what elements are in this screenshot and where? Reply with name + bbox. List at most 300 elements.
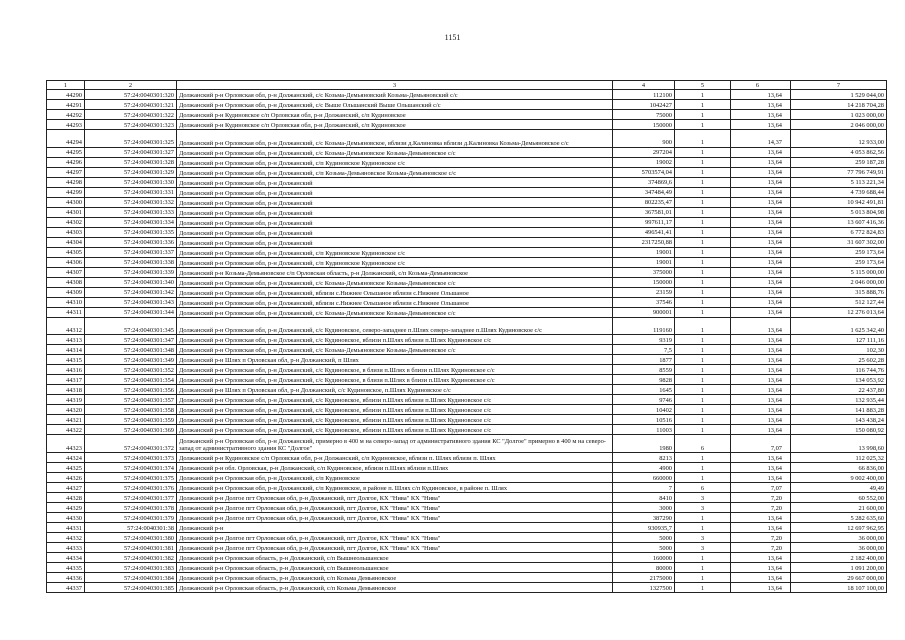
value-cell: 10 942 491,81	[791, 197, 887, 207]
cadastral-number-cell: 57:24:0040301:328	[85, 157, 177, 167]
table-row	[47, 167, 887, 177]
category-cell: 1	[675, 100, 731, 110]
value-cell: 259 187,28	[791, 157, 887, 167]
area-cell: 19002	[613, 157, 675, 167]
value-cell: 12 276 013,64	[791, 307, 887, 317]
area-cell: 37546	[613, 297, 675, 307]
rate-cell: 13,64	[731, 562, 791, 572]
value-cell: 13 998,60	[791, 435, 887, 453]
rate-cell: 13,64	[731, 120, 791, 130]
area-cell: 5703574,04	[613, 167, 675, 177]
table-row	[47, 130, 887, 148]
table-row	[47, 542, 887, 552]
address-cell: Должанский р-н Орловская область, р-н Должанский, с/п Козьма Демьяновское	[177, 572, 613, 582]
row-number-cell: 44299	[47, 187, 85, 197]
category-cell: 1	[675, 365, 731, 375]
address-cell: Должанский р-н Долгое пгт Орловская обл, р-н Должанский, пгт Долгое, КХ "Нива" КХ "Нива"	[177, 502, 613, 512]
value-cell: 12 697 962,95	[791, 522, 887, 532]
category-cell: 1	[675, 217, 731, 227]
address-cell: Должанский р-н Орловская обл, р-н Должанский, с/п Кудиновское Кудиновское с/с	[177, 257, 613, 267]
category-cell: 3	[675, 532, 731, 542]
area-cell: 1327500	[613, 582, 675, 592]
header-cell: 2	[85, 81, 177, 90]
category-cell: 1	[675, 355, 731, 365]
cadastral-number-cell: 57:24:0040301:356	[85, 385, 177, 395]
rate-cell: 13,64	[731, 197, 791, 207]
value-cell: 150 080,92	[791, 425, 887, 435]
row-number-cell: 44316	[47, 365, 85, 375]
value-cell: 36 000,00	[791, 542, 887, 552]
rate-cell: 13,64	[731, 522, 791, 532]
rate-cell: 13,64	[731, 462, 791, 472]
category-cell: 1	[675, 522, 731, 532]
area-cell: 900	[613, 130, 675, 148]
value-cell: 14 218 704,28	[791, 100, 887, 110]
rate-cell: 13,64	[731, 157, 791, 167]
area-cell: 297204	[613, 147, 675, 157]
area-cell: 8559	[613, 365, 675, 375]
rate-cell: 13,64	[731, 207, 791, 217]
rate-cell: 13,64	[731, 345, 791, 355]
table-row	[47, 297, 887, 307]
area-cell: 802235,47	[613, 197, 675, 207]
address-cell: Должанский р-н Орловская обл, р-н Должанский, с/с Кудиновское, вблизи п.Шлях вблизи п.Шлях Кудиновское с/с	[177, 405, 613, 415]
area-cell: 1042427	[613, 100, 675, 110]
area-cell: 374869,6	[613, 177, 675, 187]
row-number-cell: 44325	[47, 462, 85, 472]
address-cell: Должанский р-н Орловская обл, р-н Должанский, с/с Козьма-Демьяновское Козьма-Демьяновское с/с	[177, 277, 613, 287]
area-cell: 80000	[613, 562, 675, 572]
header-cell: 7	[791, 81, 887, 90]
category-cell: 1	[675, 120, 731, 130]
area-cell: 930935,7	[613, 522, 675, 532]
value-cell: 22 437,80	[791, 385, 887, 395]
address-cell: Должанский р-н Орловская обл, р-н Должанский, примерно в 400 м на северо-запад от административного здания КС "Долгое" примерно в 400 м на северо-запад от административного здания КС "Долгое"	[177, 435, 613, 453]
table-row	[47, 395, 887, 405]
area-cell: 10516	[613, 415, 675, 425]
category-cell: 1	[675, 187, 731, 197]
value-cell: 132 935,44	[791, 395, 887, 405]
category-cell: 1	[675, 110, 731, 120]
row-number-cell: 44311	[47, 307, 85, 317]
category-cell: 1	[675, 572, 731, 582]
area-cell: 900001	[613, 307, 675, 317]
rate-cell: 13,64	[731, 572, 791, 582]
category-cell: 1	[675, 167, 731, 177]
table-row	[47, 277, 887, 287]
cadastral-number-cell: 57:24:0040301:359	[85, 415, 177, 425]
area-cell: 3000	[613, 502, 675, 512]
table-row	[47, 335, 887, 345]
value-cell: 2 046 000,00	[791, 277, 887, 287]
category-cell: 1	[675, 317, 731, 335]
row-number-cell: 44331	[47, 522, 85, 532]
row-number-cell: 44308	[47, 277, 85, 287]
address-cell: Должанский р-н Шлях п Орловская обл, р-н Должанский, п Шлях	[177, 355, 613, 365]
table-row	[47, 90, 887, 100]
value-cell: 1 529 044,00	[791, 90, 887, 100]
rate-cell: 13,64	[731, 277, 791, 287]
area-cell: 5000	[613, 532, 675, 542]
address-cell: Должанский р-н Долгое пгт Орловская обл, р-н Должанский, пгт Долгое, КХ "Нива" КХ "Нива"	[177, 532, 613, 542]
area-cell: 7,5	[613, 345, 675, 355]
address-cell: Должанский р-н Орловская обл, р-н Должанский, с/с Козьма-Демьяновское Козьма-Демьяновское с/с	[177, 345, 613, 355]
table-row	[47, 345, 887, 355]
row-number-cell: 44326	[47, 472, 85, 482]
area-cell: 496541,41	[613, 227, 675, 237]
rate-cell: 13,64	[731, 287, 791, 297]
value-cell: 36 000,00	[791, 532, 887, 542]
address-cell: Должанский р-н Орловская обл, р-н Должанский, с/с Кудиновское, в близи п.Шлях в близи п.Шлях Кудиновское с/с	[177, 375, 613, 385]
cadastral-number-cell: 57:24:0040301:354	[85, 375, 177, 385]
table-row	[47, 355, 887, 365]
row-number-cell: 44335	[47, 562, 85, 572]
row-number-cell: 44310	[47, 297, 85, 307]
row-number-cell: 44320	[47, 405, 85, 415]
value-cell: 143 438,24	[791, 415, 887, 425]
category-cell: 1	[675, 415, 731, 425]
area-cell: 1877	[613, 355, 675, 365]
table-row	[47, 512, 887, 522]
cadastral-number-cell: 57:24:0040301:344	[85, 307, 177, 317]
cadastral-number-cell: 57:24:0040301:320	[85, 90, 177, 100]
category-cell: 1	[675, 345, 731, 355]
header-row	[47, 81, 887, 90]
area-cell: 4900	[613, 462, 675, 472]
row-number-cell: 44295	[47, 147, 85, 157]
area-cell: 5000	[613, 542, 675, 552]
address-cell: Должанский р-н Орловская обл, р-н Должанский, с/с Кудиновское, в близи п.Шлях в близи п.Шлях Кудиновское с/с	[177, 365, 613, 375]
cadastral-number-cell: 57:24:0040301:374	[85, 462, 177, 472]
rate-cell: 13,64	[731, 452, 791, 462]
value-cell: 5 115 000,00	[791, 267, 887, 277]
row-number-cell: 44291	[47, 100, 85, 110]
category-cell: 1	[675, 385, 731, 395]
address-cell: Должанский р-н Долгое пгт Орловская обл, р-н Должанский, пгт Долгое, КХ "Нива" КХ "Нива"	[177, 512, 613, 522]
area-cell: 150000	[613, 120, 675, 130]
category-cell: 1	[675, 395, 731, 405]
rate-cell: 13,64	[731, 167, 791, 177]
area-cell: 119160	[613, 317, 675, 335]
row-number-cell: 44328	[47, 492, 85, 502]
address-cell: Должанский р-н Орловская обл, р-н Должанский, с/с Козьма-Демьяновское Козьма-Демьяновское с/с	[177, 147, 613, 157]
address-cell: Должанский р-н Орловская обл, р-н Должанский, с/с Выше Ольшанский Выше Ольшанский с/с	[177, 100, 613, 110]
value-cell: 127 111,16	[791, 335, 887, 345]
rate-cell: 13,64	[731, 317, 791, 335]
page-number: 1151	[444, 33, 461, 42]
category-cell: 1	[675, 512, 731, 522]
address-cell: Должанский р-н Орловская обл, р-н Должанский, с/п Кудиновское Кудиновское с/с	[177, 247, 613, 257]
rate-cell: 13,64	[731, 227, 791, 237]
table-row	[47, 415, 887, 425]
address-cell: Должанский р-н Орловская обл, р-н Должанский	[177, 217, 613, 227]
cadastral-number-cell: 57:24:0040301:384	[85, 572, 177, 582]
row-number-cell: 44315	[47, 355, 85, 365]
rate-cell: 13,64	[731, 582, 791, 592]
cadastral-number-cell: 57:24:0040301:340	[85, 277, 177, 287]
cadastral-number-cell: 57:24:0040301:38	[85, 522, 177, 532]
value-cell: 12 933,00	[791, 130, 887, 148]
value-cell: 259 173,64	[791, 257, 887, 267]
row-number-cell: 44312	[47, 317, 85, 335]
address-cell: Должанский р-н Кудиновское с/п Орловская обл, р-н Должанский, с/п Кудиновское	[177, 120, 613, 130]
row-number-cell: 44293	[47, 120, 85, 130]
category-cell: 1	[675, 562, 731, 572]
address-cell: Должанский р-н Орловская обл, р-н Должанский, с/с Кудиновское, северо-западнее п.Шлях северо-западнее п.Шлях Кудиновское с/с	[177, 317, 613, 335]
cadastral-number-cell: 57:24:0040301:327	[85, 147, 177, 157]
row-number-cell: 44314	[47, 345, 85, 355]
category-cell: 1	[675, 375, 731, 385]
address-cell: Должанский р-н Шлях п Орловская обл, р-н Должанский, с/с Кудиновское, п.Шлях Кудиновское с/с	[177, 385, 613, 395]
category-cell: 1	[675, 452, 731, 462]
table-row	[47, 472, 887, 482]
address-cell: Должанский р-н Кудиновское с/п Орловская обл, р-н Должанский, с/п Кудиновское	[177, 110, 613, 120]
address-cell: Должанский р-н Орловская обл, р-н Должанский	[177, 187, 613, 197]
category-cell: 1	[675, 90, 731, 100]
area-cell: 150000	[613, 277, 675, 287]
row-number-cell: 44309	[47, 287, 85, 297]
row-number-cell: 44305	[47, 247, 85, 257]
category-cell: 1	[675, 237, 731, 247]
table-row	[47, 405, 887, 415]
row-number-cell: 44330	[47, 512, 85, 522]
value-cell: 60 552,00	[791, 492, 887, 502]
cadastral-number-cell: 57:24:0040301:376	[85, 482, 177, 492]
area-cell: 8410	[613, 492, 675, 502]
row-number-cell: 44304	[47, 237, 85, 247]
address-cell: Должанский р-н	[177, 522, 613, 532]
category-cell: 1	[675, 257, 731, 267]
header-cell: 1	[47, 81, 85, 90]
value-cell: 21 600,00	[791, 502, 887, 512]
category-cell: 1	[675, 147, 731, 157]
value-cell: 1 625 342,40	[791, 317, 887, 335]
category-cell: 3	[675, 542, 731, 552]
table-row	[47, 177, 887, 187]
cadastral-number-cell: 57:24:0040301:373	[85, 452, 177, 462]
rate-cell: 13,64	[731, 237, 791, 247]
table-row	[47, 375, 887, 385]
cadastral-number-cell: 57:24:0040301:339	[85, 267, 177, 277]
header-cell: 3	[177, 81, 613, 90]
address-cell: Должанский р-н Долгое пгт Орловская обл, р-н Должанский, пгт Долгое, КХ "Нива" КХ "Нива"	[177, 542, 613, 552]
header-cell: 6	[731, 81, 791, 90]
table-row	[47, 257, 887, 267]
category-cell: 1	[675, 247, 731, 257]
rate-cell: 13,64	[731, 257, 791, 267]
category-cell: 1	[675, 582, 731, 592]
row-number-cell: 44334	[47, 552, 85, 562]
category-cell: 6	[675, 435, 731, 453]
table-row	[47, 425, 887, 435]
address-cell: Должанский р-н Орловская обл, р-н Должанский	[177, 207, 613, 217]
area-cell: 9828	[613, 375, 675, 385]
table-body	[47, 81, 887, 593]
table-row	[47, 552, 887, 562]
value-cell: 134 053,92	[791, 375, 887, 385]
row-number-cell: 44297	[47, 167, 85, 177]
table-row	[47, 385, 887, 395]
area-cell: 660000	[613, 472, 675, 482]
address-cell: Должанский р-н Орловская обл, р-н Должанский, с/п Кудиновское Кудиновское с/с	[177, 157, 613, 167]
table-row	[47, 197, 887, 207]
row-number-cell: 44317	[47, 375, 85, 385]
address-cell: Должанский р-н Орловская обл, р-н Должанский	[177, 197, 613, 207]
header-cell: 5	[675, 81, 731, 90]
rate-cell: 13,64	[731, 355, 791, 365]
area-cell: 347484,49	[613, 187, 675, 197]
rate-cell: 7,07	[731, 435, 791, 453]
row-number-cell: 44298	[47, 177, 85, 187]
rate-cell: 13,64	[731, 335, 791, 345]
table-row	[47, 572, 887, 582]
value-cell: 4 739 688,44	[791, 187, 887, 197]
category-cell: 1	[675, 425, 731, 435]
value-cell: 512 127,44	[791, 297, 887, 307]
rate-cell: 7,20	[731, 492, 791, 502]
cadastral-number-cell: 57:24:0040301:338	[85, 257, 177, 267]
area-cell: 9746	[613, 395, 675, 405]
cadastral-table	[46, 80, 887, 593]
value-cell: 66 836,00	[791, 462, 887, 472]
address-cell: Должанский р-н Кудиновское с/п Орловская обл, р-н Должанский, с/п Кудиновское, вблизи п. Шлях вблизи п. Шлях	[177, 452, 613, 462]
value-cell: 29 667 000,00	[791, 572, 887, 582]
value-cell: 2 182 400,00	[791, 552, 887, 562]
area-cell: 9319	[613, 335, 675, 345]
address-cell: Должанский р-н Орловская область, р-н Должанский, с/п Вышнеольшанское	[177, 552, 613, 562]
rate-cell: 13,64	[731, 217, 791, 227]
area-cell: 387290	[613, 512, 675, 522]
table-row	[47, 522, 887, 532]
cadastral-number-cell: 57:24:0040301:325	[85, 130, 177, 148]
row-number-cell: 44303	[47, 227, 85, 237]
address-cell: Должанский р-н Орловская область, р-н Должанский, с/п Вышнеольшанское	[177, 562, 613, 572]
cadastral-number-cell: 57:24:0040301:336	[85, 237, 177, 247]
area-cell: 1980	[613, 435, 675, 453]
table-row	[47, 462, 887, 472]
table-row	[47, 482, 887, 492]
category-cell: 1	[675, 297, 731, 307]
row-number-cell: 44300	[47, 197, 85, 207]
table-row	[47, 502, 887, 512]
value-cell: 102,30	[791, 345, 887, 355]
value-cell: 77 796 749,91	[791, 167, 887, 177]
area-cell: 375000	[613, 267, 675, 277]
table-row	[47, 217, 887, 227]
area-cell: 367581,01	[613, 207, 675, 217]
table-row	[47, 452, 887, 462]
cadastral-number-cell: 57:24:0040301:332	[85, 197, 177, 207]
value-cell: 25 602,28	[791, 355, 887, 365]
address-cell: Должанский р-н Орловская обл, р-н Должанский, с/с Козьма-Демьяновское, вблизи д.Калиновка вблизи д.Калиновка Козьма-Демьяновское с/с	[177, 130, 613, 148]
category-cell: 1	[675, 552, 731, 562]
area-cell: 2175000	[613, 572, 675, 582]
cadastral-number-cell: 57:24:0040301:382	[85, 552, 177, 562]
address-cell: Должанский р-н Орловская обл, р-н Должанский, с/с Кудиновское, вблизи п.Шлях вблизи п.Шлях Кудиновское с/с	[177, 395, 613, 405]
area-cell: 160000	[613, 552, 675, 562]
row-number-cell: 44324	[47, 452, 85, 462]
category-cell: 1	[675, 287, 731, 297]
cadastral-number-cell: 57:24:0040301:378	[85, 502, 177, 512]
category-cell: 1	[675, 177, 731, 187]
area-cell: 19001	[613, 257, 675, 267]
rate-cell: 13,64	[731, 472, 791, 482]
cadastral-number-cell: 57:24:0040301:383	[85, 562, 177, 572]
row-number-cell: 44322	[47, 425, 85, 435]
rate-cell: 13,64	[731, 415, 791, 425]
category-cell: 1	[675, 472, 731, 482]
cadastral-number-cell: 57:24:0040301:357	[85, 395, 177, 405]
cadastral-number-cell: 57:24:0040301:322	[85, 110, 177, 120]
table-row	[47, 207, 887, 217]
table-row	[47, 100, 887, 110]
rate-cell: 13,64	[731, 365, 791, 375]
table-row	[47, 187, 887, 197]
area-cell: 2317250,88	[613, 237, 675, 247]
value-cell: 18 107 100,00	[791, 582, 887, 592]
row-number-cell: 44332	[47, 532, 85, 542]
cadastral-number-cell: 57:24:0040301:348	[85, 345, 177, 355]
table-row	[47, 492, 887, 502]
table-row	[47, 267, 887, 277]
table-row	[47, 227, 887, 237]
rate-cell: 13,64	[731, 297, 791, 307]
cadastral-number-cell: 57:24:0040301:323	[85, 120, 177, 130]
cadastral-number-cell: 57:24:0040301:335	[85, 227, 177, 237]
header-cell: 4	[613, 81, 675, 90]
address-cell: Должанский р-н Орловская обл, р-н Должанский	[177, 237, 613, 247]
table-row	[47, 562, 887, 572]
category-cell: 1	[675, 157, 731, 167]
rate-cell: 7,20	[731, 502, 791, 512]
value-cell: 259 173,64	[791, 247, 887, 257]
table-row	[47, 532, 887, 542]
cadastral-number-cell: 57:24:0040301:321	[85, 100, 177, 110]
area-cell: 7	[613, 482, 675, 492]
address-cell: Должанский р-н Орловская обл, р-н Должанский	[177, 227, 613, 237]
category-cell: 1	[675, 207, 731, 217]
table-row	[47, 287, 887, 297]
cadastral-number-cell: 57:24:0040301:330	[85, 177, 177, 187]
value-cell: 31 607 302,00	[791, 237, 887, 247]
rate-cell: 13,64	[731, 100, 791, 110]
row-number-cell: 44313	[47, 335, 85, 345]
address-cell: Должанский р-н Орловская обл, р-н Должанский, с/с Кудиновское, вблизи п.Шлях вблизи п.Шлях Кудиновское с/с	[177, 335, 613, 345]
row-number-cell: 44318	[47, 385, 85, 395]
cadastral-number-cell: 57:24:0040301:347	[85, 335, 177, 345]
row-number-cell: 44329	[47, 502, 85, 512]
address-cell: Должанский р-н Орловская обл, р-н Должанский, вблизи с.Нижнее Ольшаное вблизи с.Нижнее Ольшаное	[177, 287, 613, 297]
address-cell: Должанский р-н Орловская обл, р-н Должанский, с/п Козьма-Демьяновское Козьма-Демьяновское с/с	[177, 167, 613, 177]
row-number-cell: 44336	[47, 572, 85, 582]
address-cell: Должанский р-н Долгое пгт Орловская обл, р-н Должанский, пгт Долгое, КХ "Нива" КХ "Нива"	[177, 492, 613, 502]
category-cell: 1	[675, 307, 731, 317]
rate-cell: 7,07	[731, 482, 791, 492]
value-cell: 13 607 416,36	[791, 217, 887, 227]
rate-cell: 13,64	[731, 375, 791, 385]
cadastral-number-cell: 57:24:0040301:331	[85, 187, 177, 197]
table-row	[47, 147, 887, 157]
cadastral-number-cell: 57:24:0040301:381	[85, 542, 177, 552]
row-number-cell: 44290	[47, 90, 85, 100]
table-row	[47, 435, 887, 453]
area-cell: 8213	[613, 452, 675, 462]
table-row	[47, 307, 887, 317]
rate-cell: 7,20	[731, 532, 791, 542]
address-cell: Должанский р-н Орловская обл, р-н Должанский, с/п Кудиновское	[177, 472, 613, 482]
row-number-cell: 44337	[47, 582, 85, 592]
rate-cell: 13,64	[731, 395, 791, 405]
